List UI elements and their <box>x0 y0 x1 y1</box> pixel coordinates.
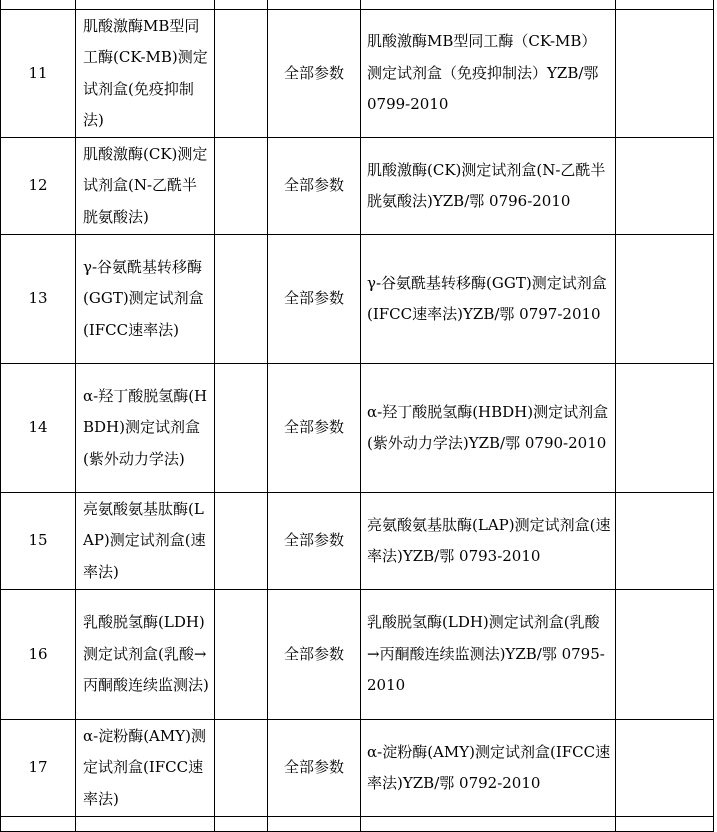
table-row <box>1 720 714 817</box>
row-number: 17 <box>1 720 76 817</box>
test-scope: 全部参数 <box>268 10 361 138</box>
table-row-top-edge <box>1 0 714 10</box>
test-scope: 全部参数 <box>268 590 361 720</box>
standard-reference: γ-谷氨酰基转移酶(GGT)测定试剂盒(IFCC速率法)YZB/鄂 0797-2010 <box>361 235 616 364</box>
row-number: 12 <box>1 138 76 235</box>
row-number: 15 <box>1 493 76 590</box>
test-scope: 全部参数 <box>268 720 361 817</box>
product-name: 肌酸激酶MB型同工酶(CK-MB)测定试剂盒(免疫抑制法) <box>76 10 215 138</box>
empty-cell <box>215 720 268 817</box>
empty-cell <box>215 10 268 138</box>
empty-cell <box>616 590 714 720</box>
empty-cell <box>616 364 714 493</box>
standard-reference: 肌酸激酶(CK)测定试剂盒(N-乙酰半胱氨酸法)YZB/鄂 0796-2010 <box>361 138 616 235</box>
product-name: α-羟丁酸脱氢酶(HBDH)测定试剂盒(紫外动力学法) <box>76 364 215 493</box>
test-scope: 全部参数 <box>268 235 361 364</box>
product-name: 乳酸脱氢酶(LDH)测定试剂盒(乳酸→丙酮酸连续监测法) <box>76 590 215 720</box>
table-row <box>1 10 714 138</box>
product-name: γ-谷氨酰基转移酶(GGT)测定试剂盒(IFCC速率法) <box>76 235 215 364</box>
product-name: 亮氨酸氨基肽酶(LAP)测定试剂盒(速率法) <box>76 493 215 590</box>
row-number: 16 <box>1 590 76 720</box>
table-row <box>1 364 714 493</box>
table-row <box>1 493 714 590</box>
empty-cell <box>215 493 268 590</box>
empty-cell <box>215 235 268 364</box>
empty-cell <box>215 590 268 720</box>
standard-reference: 肌酸激酶MB型同工酶（CK-MB）测定试剂盒（免疫抑制法）YZB/鄂 0799-2010 <box>361 10 616 138</box>
empty-cell <box>616 720 714 817</box>
standard-reference: 亮氨酸氨基肽酶(LAP)测定试剂盒(速率法)YZB/鄂 0793-2010 <box>361 493 616 590</box>
empty-cell <box>616 138 714 235</box>
table-row-bottom-edge <box>1 817 714 832</box>
empty-cell <box>616 235 714 364</box>
test-scope: 全部参数 <box>268 493 361 590</box>
table-row <box>1 235 714 364</box>
table-row <box>1 138 714 235</box>
empty-cell <box>616 10 714 138</box>
standard-reference: 乳酸脱氢酶(LDH)测定试剂盒(乳酸→丙酮酸连续监测法)YZB/鄂 0795-2010 <box>361 590 616 720</box>
product-name: α-淀粉酶(AMY)测定试剂盒(IFCC速率法) <box>76 720 215 817</box>
empty-cell <box>215 138 268 235</box>
empty-cell <box>215 364 268 493</box>
row-number: 13 <box>1 235 76 364</box>
product-name: 肌酸激酶(CK)测定试剂盒(N-乙酰半胱氨酸法) <box>76 138 215 235</box>
row-number: 11 <box>1 10 76 138</box>
empty-cell <box>616 493 714 590</box>
test-scope: 全部参数 <box>268 364 361 493</box>
test-scope: 全部参数 <box>268 138 361 235</box>
table-row <box>1 590 714 720</box>
standard-reference: α-淀粉酶(AMY)测定试剂盒(IFCC速率法)YZB/鄂 0792-2010 <box>361 720 616 817</box>
row-number: 14 <box>1 364 76 493</box>
standard-reference: α-羟丁酸脱氢酶(HBDH)测定试剂盒(紫外动力学法)YZB/鄂 0790-2010 <box>361 364 616 493</box>
